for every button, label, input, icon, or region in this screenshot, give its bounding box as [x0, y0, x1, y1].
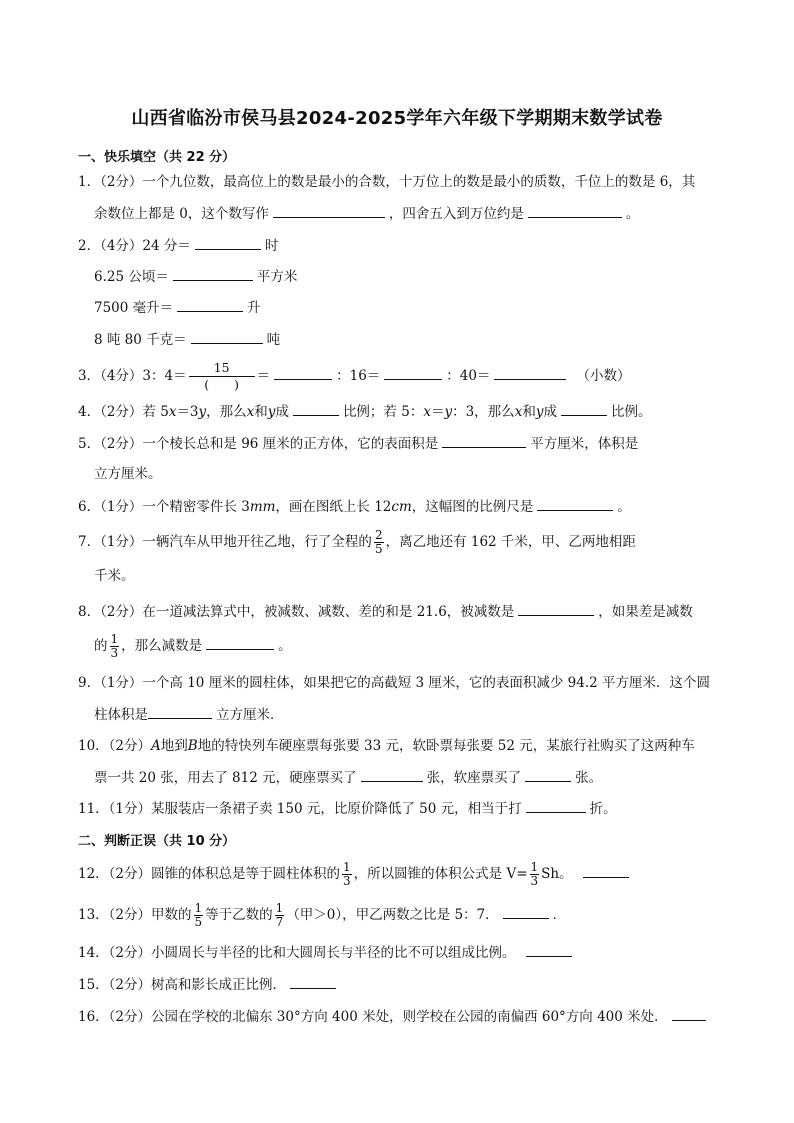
text: ．: [552, 907, 567, 923]
text: 6.25 公顷＝: [94, 269, 169, 285]
fraction: [275, 902, 285, 929]
variable: y: [198, 404, 207, 420]
text: 时: [264, 238, 279, 254]
answer-blank[interactable]: [273, 203, 385, 218]
question-8-line-1: [78, 601, 693, 622]
variable: x: [514, 404, 523, 420]
text: Sh。: [541, 866, 573, 882]
text: 和: [254, 404, 268, 420]
question-7-line-2: [94, 566, 135, 586]
text: 成: [275, 404, 289, 420]
variable: y: [444, 404, 453, 420]
text: 5．（2分）一个棱长总和是 96 厘米的正方体，它的表面积是: [78, 436, 439, 452]
text: 2．（4分）24 分＝: [78, 238, 191, 254]
question-11-line: [78, 798, 617, 819]
text: ：16＝: [336, 368, 381, 384]
answer-blank[interactable]: [206, 635, 274, 650]
text: ：40＝: [446, 368, 491, 384]
answer-blank[interactable]: [672, 1006, 706, 1021]
question-10-line-1: [78, 736, 695, 756]
text: 余数位上都是 0，这个数写作: [94, 206, 269, 222]
variable: y: [535, 404, 544, 420]
denominator: 3: [343, 874, 351, 888]
numerator: 1: [343, 860, 351, 874]
text: 7500 毫升＝: [94, 300, 174, 316]
text: 成: [543, 404, 557, 420]
question-2-line-1: [78, 235, 278, 256]
section-true-false-heading: 二、判断正误（共 10 分）: [78, 834, 236, 849]
question-1-line-1: [78, 172, 695, 192]
text: 比例；若 5：: [342, 404, 424, 420]
text: 立方厘米。: [94, 466, 162, 482]
text: 12．（2分）圆锥的体积总是等于圆柱体积的: [78, 866, 341, 882]
question-10-line-2: [94, 767, 602, 788]
numerator: 15: [189, 360, 255, 377]
text: 等于乙数的: [205, 907, 273, 923]
question-5-line-1: [78, 433, 638, 454]
variable: x: [246, 404, 255, 420]
question-9-line-2: [94, 704, 284, 725]
text: 比例。: [610, 404, 652, 420]
question-1-text: 1．（2分）一个九位数，最高位上的数是最小的合数，十万位上的数是最小的质数，千位上的数是 6，其: [78, 174, 696, 190]
answer-blank[interactable]: [148, 704, 212, 719]
fraction: [194, 902, 204, 929]
answer-blank[interactable]: [561, 401, 607, 416]
answer-blank[interactable]: [384, 365, 442, 380]
answer-blank[interactable]: [361, 767, 423, 782]
answer-blank[interactable]: [290, 974, 336, 989]
question-15-line: [78, 974, 340, 995]
answer-blank[interactable]: [293, 401, 339, 416]
text: （小数）: [576, 368, 631, 384]
question-9-line-1: [78, 673, 710, 693]
text: ，这幅图的比例尺是: [411, 499, 534, 515]
variable: A: [151, 738, 161, 754]
text: 6．（1分）一个精密零件长 3: [78, 499, 250, 515]
question-3-line: [78, 360, 630, 393]
question-6-line: [78, 496, 631, 517]
answer-blank[interactable]: [494, 365, 566, 380]
question-14-line: [78, 942, 576, 963]
text: 11．（1分）某服装店一条裙子卖 150 元，比原价降低了 50 元，相当于打: [78, 801, 522, 817]
text: 16．（2分）公园在学校的北偏东 30°方向 400 米处，则学校在公园的南偏西 60°方向 400 米处．: [78, 1009, 668, 1025]
text: ，如果差是减数: [598, 604, 693, 620]
numerator: 1: [275, 901, 284, 915]
text: 7．（1分）一辆汽车从甲地开往乙地，行了全程的: [78, 534, 372, 550]
denominator: 5: [374, 542, 383, 556]
answer-blank[interactable]: [442, 433, 526, 448]
answer-blank[interactable]: [503, 904, 549, 919]
answer-blank[interactable]: [583, 863, 629, 878]
answer-blank[interactable]: [525, 767, 571, 782]
text: ，四舍五入到万位约是: [388, 206, 524, 222]
text: ，画在图纸上长 12: [275, 499, 392, 515]
fraction: [110, 633, 120, 660]
question-2-line-3: [94, 297, 261, 318]
text: ＝: [430, 404, 445, 420]
unit: mm: [249, 499, 276, 515]
fraction: [374, 529, 384, 556]
text: 吨: [266, 332, 281, 348]
denominator-blank[interactable]: ( ): [204, 377, 239, 392]
text: ，所以圆锥的体积公式是 V=: [353, 866, 528, 882]
numerator: 1: [194, 901, 203, 915]
text: 柱体积是: [94, 707, 148, 723]
text: 。: [625, 206, 640, 222]
text: 张。: [575, 770, 603, 786]
question-1-line-2: [94, 203, 639, 224]
text: ＝: [256, 368, 271, 384]
text: 升: [247, 300, 261, 316]
question-12-line: [78, 860, 633, 888]
answer-blank[interactable]: [274, 365, 332, 380]
text: 的: [94, 638, 108, 654]
question-7-line-1: [78, 528, 636, 556]
fraction: [530, 861, 540, 888]
variable: x: [423, 404, 431, 420]
question-2-line-4: [94, 329, 280, 350]
question-2-line-2: [94, 266, 297, 287]
text: ：3，那么: [452, 404, 515, 420]
text: 8 吨 80 千克＝: [94, 332, 187, 348]
answer-blank[interactable]: [528, 203, 622, 218]
denominator: 7: [275, 915, 284, 929]
denominator: 3: [530, 874, 539, 888]
text: 平方米: [256, 269, 298, 285]
numerator: 2: [374, 528, 383, 542]
question-4-line: [78, 401, 651, 422]
text: ，那么减数是: [121, 638, 203, 654]
variable: x: [168, 404, 177, 420]
text: 。: [617, 499, 631, 515]
answer-blank[interactable]: [191, 329, 263, 344]
text: ＝3: [176, 404, 199, 420]
text: 。: [278, 638, 292, 654]
answer-blank[interactable]: [518, 601, 594, 616]
answer-blank[interactable]: [195, 235, 261, 250]
fraction: [342, 861, 352, 888]
text: （甲＞0），甲乙两数之比是 5：7．: [286, 907, 499, 923]
question-13-line: [78, 901, 566, 929]
text: 地到: [160, 738, 188, 754]
variable: y: [267, 404, 276, 420]
text: 票一共 20 张，用去了 812 元，硬座票买了: [94, 770, 357, 786]
denominator: 5: [194, 915, 203, 929]
text: ，那么: [206, 404, 247, 420]
text: 8．（2分）在一道减法算式中，被减数、减数、差的和是 21.6，被减数是: [78, 604, 515, 620]
answer-blank[interactable]: [526, 942, 572, 957]
text: 13．（2分）甲数的: [78, 907, 192, 923]
denominator: 3: [110, 646, 119, 660]
exam-title: 山西省临汾市侯马县2024-2025学年六年级下学期期末数学试卷: [131, 108, 663, 129]
variable: B: [187, 738, 198, 754]
text: 和: [522, 404, 536, 420]
text: 14．（2分）小圆周长与半径的比和大圆周长与半径的比不可以组成比例。: [78, 945, 516, 961]
answer-blank[interactable]: [177, 297, 243, 312]
text: 立方厘米．: [216, 707, 284, 723]
text: 4．（2分）若 5: [78, 404, 169, 420]
text: 张，软座票买了: [426, 770, 522, 786]
text: 折。: [589, 801, 617, 817]
text: 3．（4分）3：4＝: [78, 368, 187, 384]
answer-blank[interactable]: [537, 496, 613, 511]
text: 千米。: [94, 568, 135, 584]
fraction: [189, 360, 255, 393]
text: 10．（2分）: [78, 738, 152, 754]
question-8-line-2: [94, 632, 292, 660]
text: 地的特快列车硬座票每张要 33 元，软卧票每张要 52 元，某旅行社购买了这两种车: [197, 738, 695, 754]
question-5-line-2: [94, 464, 162, 484]
numerator: 1: [530, 860, 539, 874]
text: 平方厘米，体积是: [530, 436, 639, 452]
unit: cm: [391, 499, 412, 515]
answer-blank[interactable]: [173, 266, 253, 281]
question-16-line: [78, 1006, 710, 1027]
section-fill-blank-heading: 一、快乐填空（共 22 分）: [78, 150, 236, 165]
text: 9．（1分）一个高 10 厘米的圆柱体，如果把它的高截短 3 厘米，它的表面积减少 94.2 平方厘米．这个圆: [78, 675, 711, 691]
text: 15．（2分）树高和影长成正比例．: [78, 977, 287, 993]
answer-blank[interactable]: [526, 798, 586, 813]
text: ，离乙地还有 162 千米，甲、乙两地相距: [385, 534, 636, 550]
numerator: 1: [110, 632, 119, 646]
